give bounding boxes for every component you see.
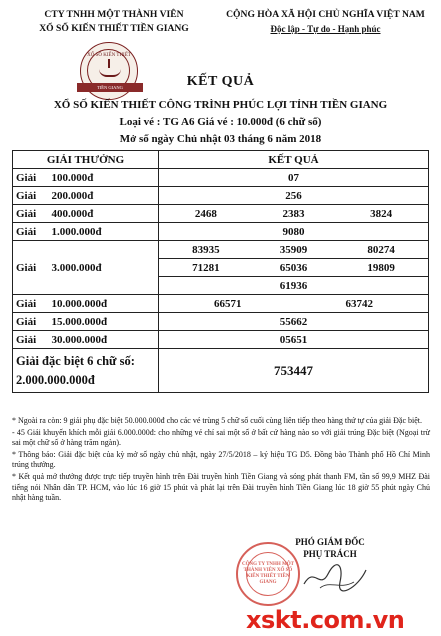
prize-label: Giải [13,313,49,331]
prize-value: 3.000.000đ [49,241,159,295]
prize-value: 30.000.000đ [49,331,159,349]
note-extra-prizes: * Ngoài ra còn: 9 giải phụ đặc biệt 50.000.000đ cho các vé trùng 5 chữ số cuối cùng liên tiếp theo hàng thứ tự của giải Đặc biệt. [12,416,423,425]
result-number: 83935 [192,243,220,256]
logo-ribbon: TIỀN GIANG [77,83,143,92]
result-number: 9080 [159,223,429,241]
company-header [14,8,214,36]
special-prize-label: Giải đặc biệt 6 chữ số: [16,353,135,368]
prize-label: Giải [13,205,49,223]
result-number: 55662 [159,313,429,331]
col-header-prize: GIẢI THƯỞNG [13,151,159,169]
note-announcement: * Thông báo: Giải đặc biệt của kỳ mở số ngày chủ nhật, ngày 27/5/2018 – ký hiệu TG D5. Đồng bào Thành phố Hồ Chí Minh trúng thưởng. [12,449,430,470]
table-row [13,205,429,223]
result-number: 19809 [367,261,395,274]
republic-title: CỘNG HÒA XÃ HỘI CHỦ NGHĨA VIỆT NAM [226,9,425,20]
company-logo [80,42,138,100]
prize-value: 10.000.000đ [49,295,159,313]
table-row [13,331,429,349]
page-subtitle: XỔ SỐ KIẾN THIẾT CÔNG TRÌNH PHÚC LỢI TỈNH TIỀN GIANG [53,99,388,111]
result-number: 2468 [194,207,217,220]
note-broadcast: * Kết quả mở thưởng được trực tiếp truyền hình trên Đài truyền hình Tiền Giang và sóng phát thanh FM, tần số 99,9 MHZ Đài tiếng nói Nhân dân TP. HCM, vào lúc 16 giờ 15 phút và phát lại trên Đài truyền hình Tiền Giang lúc 18 giờ 55 phút ngày Chủ nhật hàng tuần. [12,471,430,503]
result-number: 256 [159,187,429,205]
result-number: 80274 [367,243,395,256]
stamp-text: CÔNG TY TNHH MỘT THÀNH VIÊN XỔ SỐ KIẾN THIẾT TIỀN GIANG [242,562,294,585]
company-name-line1: CTY TNHH MỘT THÀNH VIÊN [44,9,184,20]
company-name-line2: XỔ SỐ KIẾN THIẾT TIỀN GIANG [39,23,189,34]
table-row [13,241,429,259]
signer-block [270,536,390,560]
prize-value: 15.000.000đ [49,313,159,331]
table-row [13,295,429,313]
prize-label: Giải [13,169,49,187]
result-number: 05651 [159,331,429,349]
result-number: 3824 [370,207,393,220]
brand-watermark: xskt.com.vn [246,606,405,634]
table-row [13,169,429,187]
col-header-result: KẾT QUẢ [159,151,429,169]
prize-label: Giải [13,223,49,241]
table-row [13,187,429,205]
results-table [12,150,429,393]
result-number: 66571 [214,297,242,310]
note-consolation-prizes: - 45 Giải khuyến khích mỗi giải 6.000.000đ: cho những vé chỉ sai một số ở bất cứ hàng nào so với giải trúng Đặc biệt (Ngoại trừ sai một chữ số ở hàng trăm ngàn). [12,427,430,448]
table-header-row [13,151,429,169]
signer-role: PHÓ GIÁM ĐỐC [295,537,365,547]
result-number: 2383 [282,207,305,220]
prize-label: Giải [13,241,49,295]
result-number: 61936 [159,277,429,295]
prize-value: 200.000đ [49,187,159,205]
special-prize-value: 2.000.000.000đ [16,372,95,387]
signer-role-2: PHỤ TRÁCH [303,549,357,559]
result-number: 07 [159,169,429,187]
special-prize-row [13,349,429,393]
notes-section [12,416,430,505]
table-row [13,313,429,331]
prize-label: Giải [13,187,49,205]
result-number: 65036 [279,261,308,274]
prize-value: 1.000.000đ [49,223,159,241]
result-number: 63742 [345,297,373,310]
draw-date: Mở số ngày Chủ nhật 03 tháng 6 năm 2018 [119,133,322,145]
logo-ring-text: XỔ SỐ KIẾN THIẾT [87,53,131,58]
result-number: 71281 [192,261,220,274]
special-prize-number: 753447 [159,349,429,393]
prize-value: 100.000đ [49,169,159,187]
ticket-info: Loại vé : TG A6 Giá vé : 10.000đ (6 chữ số) [119,116,322,128]
table-row [13,223,429,241]
signature-icon [300,560,370,594]
republic-header [218,8,433,36]
prize-label: Giải [13,295,49,313]
prize-label: Giải [13,331,49,349]
prize-value: 400.000đ [49,205,159,223]
result-number: 35909 [279,243,308,256]
page-title: KẾT QUẢ [186,74,255,89]
national-motto: Độc lập - Tự do - Hạnh phúc [270,24,381,34]
